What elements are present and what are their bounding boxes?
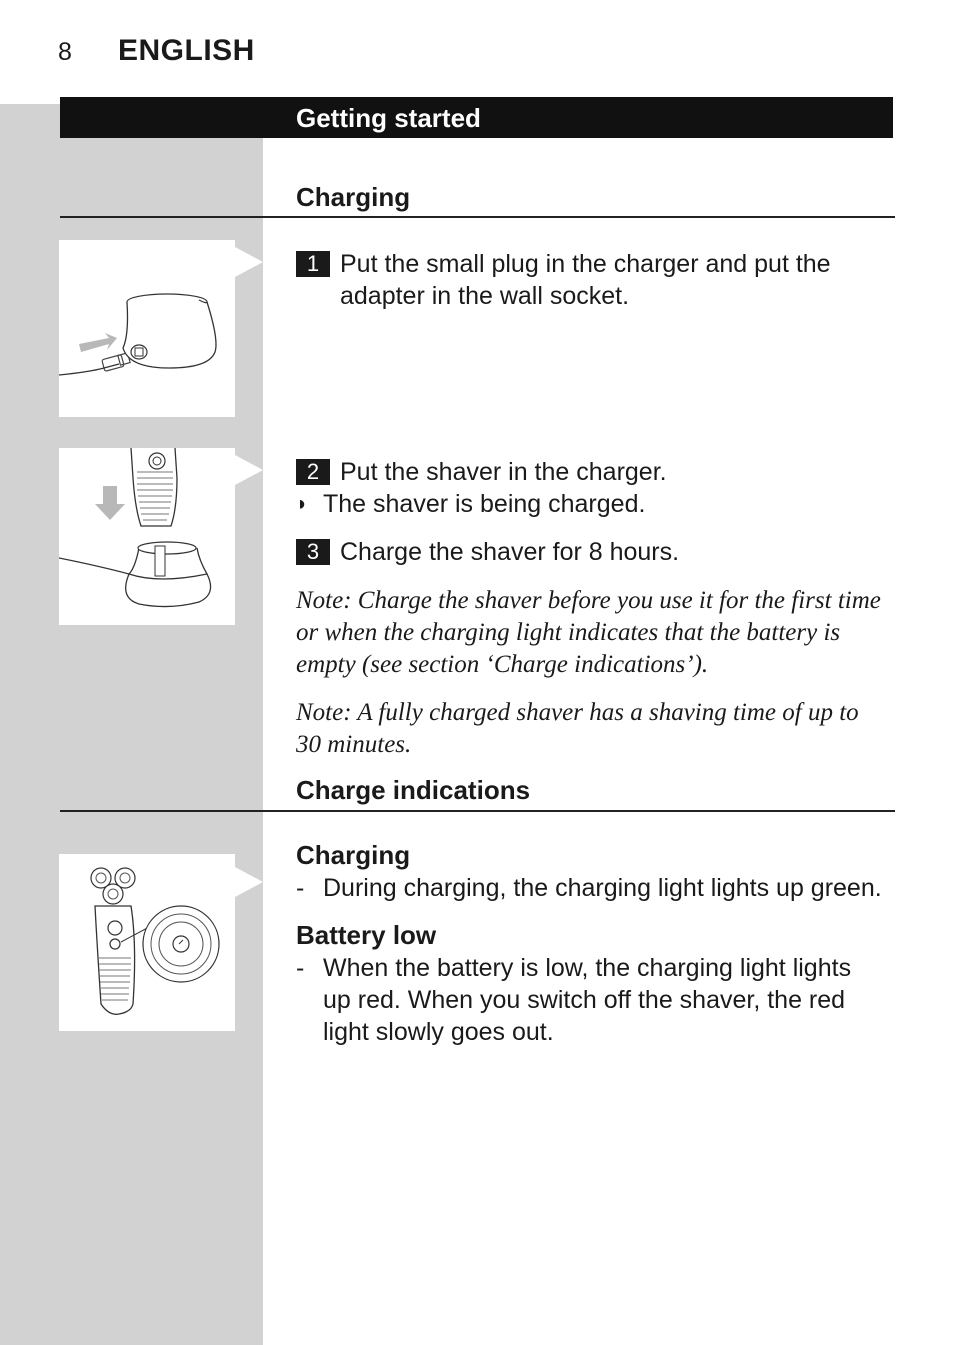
step-number: 2 [296,459,330,485]
step-1 [296,248,876,312]
illustration-shaver-charger [59,448,235,625]
result-text: The shaver is being charged. [323,490,646,518]
section-banner [60,97,893,138]
step-3 [296,536,876,568]
result-line [296,488,876,520]
image-pointer [235,867,263,897]
image-pointer [235,455,263,485]
step-number: 1 [296,251,330,277]
image-pointer [235,247,263,277]
note-charge-before-use: Note: Charge the shaver before you use it for the first time or when the charging light indicates that the battery is empty (see section ‘Charge indications’). [296,587,881,678]
charging-subheading: Charging [296,840,411,870]
dash-marker: - [296,874,305,902]
charging-heading: Charging [296,182,411,212]
illustration-plug-charger [59,240,235,417]
divider [60,216,895,218]
battery-low-description [296,952,881,1048]
step-text: Charge the shaver for 8 hours. [340,538,680,566]
step-number: 3 [296,539,330,565]
step-text: Put the small plug in the charger and put the adapter in the wall socket. [340,250,831,310]
note-shaving-time: Note: A fully charged shaver has a shaving time of up to 30 minutes. [296,699,859,758]
illustration-charging-light [59,854,235,1031]
result-bullet-icon: ◗ [296,493,309,515]
divider [60,810,895,812]
charging-description [296,872,896,904]
page-number: 8 [58,38,72,66]
step-text: Put the shaver in the charger. [340,458,667,486]
section-title: Getting started [296,103,481,133]
arrow-down-icon [95,486,125,520]
charging-text: During charging, the charging light lights up green. [323,874,882,902]
step-2 [296,456,876,488]
dash-marker: - [296,954,305,982]
charge-indications-heading: Charge indications [296,775,531,805]
arrow-icon [79,333,117,352]
battery-low-heading: Battery low [296,920,437,950]
language-heading: ENGLISH [118,34,255,67]
battery-low-text: When the battery is low, the charging light lights up red. When you switch off the shaver, the red light slowly goes out. [323,954,852,1046]
